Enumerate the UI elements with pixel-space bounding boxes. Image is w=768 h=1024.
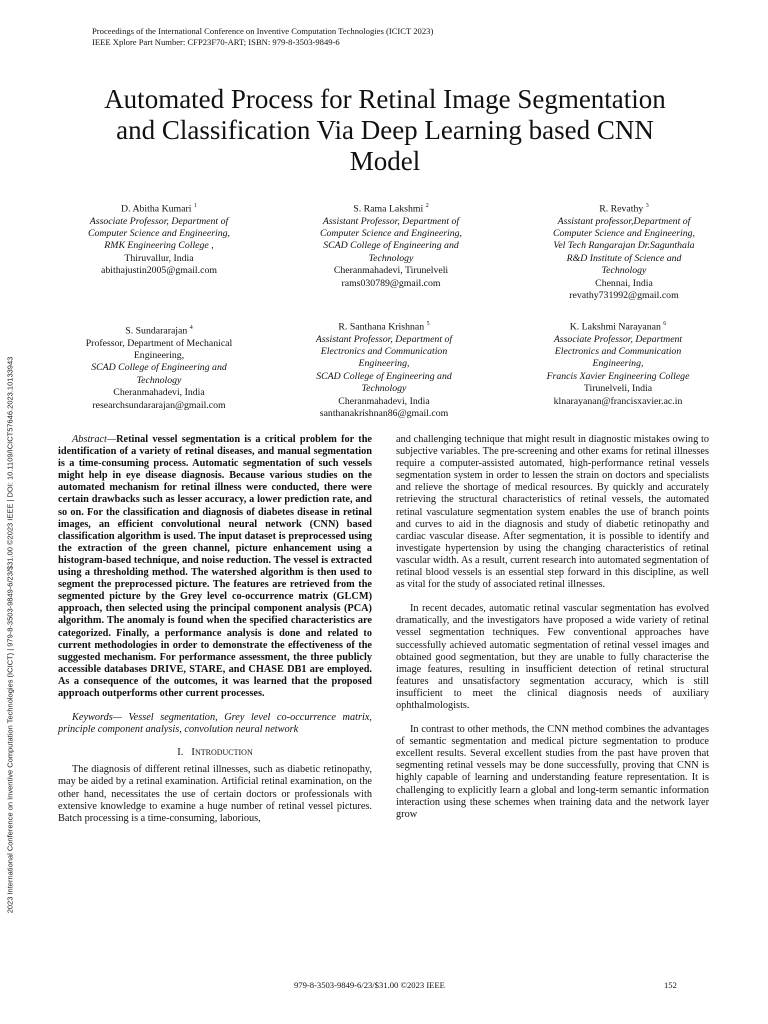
- title-line-1: Automated Process for Retinal Image Segmentation: [104, 84, 666, 114]
- author-affiliation-line: SCAD College of Engineering and: [91, 362, 227, 374]
- author-affiliation-line: Vel Tech Rangarajan Dr.Sagunthala: [553, 240, 695, 252]
- author-location: Cheranmahadevi, India: [113, 387, 205, 399]
- author-affiliation-line: Electronics and Communication: [554, 346, 682, 358]
- author-affiliation-line: Technology: [368, 252, 414, 264]
- footer-page-number: 152: [664, 980, 677, 990]
- author-block-5: [264, 318, 504, 421]
- abstract-body: Retinal vessel segmentation is a critical problem for the identification of a variety of retinal diseases, and manual segmentation is a time-consuming process. Automatic segmentation of such vessels might help in eye disease diagnosis. Because various studies on the automated mechanism for retinal illness were conducted, there were certain drawbacks such as lesser accuracy, a lower prediction rate, and so on. For the classification and diagnosis of diabetes disease in retinal images, an efficient convolutional neural network (CNN) based classification algorithm is used. The input dataset is preprocessed using the extraction of the green channel, picture enhancement using a histogram-based technique, and noise reduction. The vessel is extracted using a thresholding method. The watershed algorithm is then used to segment the preprocessed picture. The features are retrieved from the segmented picture by the Grey level co-occurrence matrix (GLCM) approach, then selected using the principal component analysis (PCA) algorithm. The anomaly is found when the specified characteristics are categorized. Finally, a performance analysis is done and related to current methodologies in order to demonstrate the effectiveness of the suggested mechanism. For performance assessment, the three publicly accessible databases DRIVE, STARE, and CHASE DB1 are employed. As a consequence of the outcomes, it was learned that the proposed approach outperforms other current processes.: [58, 434, 372, 699]
- author-affiliation-line: RMK Engineering College ,: [104, 240, 214, 252]
- author-affiliation-line: Technology: [136, 374, 182, 386]
- title-line-3: Model: [349, 146, 421, 176]
- author-affiliation-line: Francis Xavier Engineering College: [546, 370, 690, 382]
- author-email: researchsundararajan@gmail.com: [92, 399, 226, 411]
- abstract-lead: Abstract—: [72, 434, 117, 445]
- author-affiliation-line: Technology: [361, 383, 407, 395]
- header-line-isbn: IEEE Xplore Part Number: CFP23F70-ART; ISBN: 979-8-3503-9849-6: [92, 37, 340, 47]
- left-column: [58, 434, 372, 825]
- author-affiliation-line: Assistant Professor, Department of: [322, 215, 460, 227]
- author-affiliation-line: Assistant professor,Department of: [557, 215, 691, 227]
- author-block-3: [504, 200, 744, 303]
- author-block-6: [498, 318, 738, 408]
- sidebar-citation-text: 2023 International Conference on Inventive Computation Technologies (ICICT) | 979-8-3503-9849-6/23/$31.00 ©2023 IEEE | DOI: 10.1109/ICICT57646.2023.10133943: [5, 356, 15, 914]
- author-affiliation-line: R&D Institute of Science and: [566, 252, 682, 264]
- author-location: Cheranmahadevi, India: [338, 395, 430, 407]
- intro-paragraph-2: and challenging technique that might result in diagnostic mistakes owing to subjective variables. The pre-screening and other exams for retinal illnesses require a computer-assisted automated, high-performance retinal vessels segmentation system in order to lessen the strain on doctors and specialists and relieve the shortage of medical resources. By quickly and accurately retrieving the structural characteristics of retinal vessels, the automated retinal vasculature segmentation system enables the use of branch points and curves to aid in the diagnosis and study of diabetic retinopathy and cardiac vascular disease. After segmentation, it is possible to identify and investigate hypertension by using the changing characteristics of retinal vascular width. As a result, current research into automated segmentation of retinal blood vessels is an essential step forward in this discipline, as well as vital for the study of associated retinal illnesses.: [396, 434, 709, 591]
- author-name: S. Sundararajan $^4$: [125, 325, 193, 337]
- abstract: [58, 434, 372, 700]
- author-email: rams030789@gmail.com: [341, 277, 441, 289]
- author-email: santhanakrishnan86@gmail.com: [319, 408, 449, 420]
- author-location: Cheranmahadevi, Tirunelveli: [333, 265, 449, 277]
- author-affiliation-line: Technology: [601, 265, 647, 277]
- running-header: [92, 26, 433, 48]
- author-affiliation-line: SCAD College of Engineering and: [316, 370, 452, 382]
- author-affiliation-line: Associate Professor, Department: [553, 333, 683, 345]
- author-name: R. Revathy $^3$: [599, 203, 649, 215]
- author-email: klnarayanan@francisxavier.ac.in: [553, 395, 683, 407]
- author-name: D. Abitha Kumari $^1$: [121, 203, 197, 215]
- author-name: R. Santhana Krishnan $^5$: [338, 321, 430, 333]
- author-affiliation-line: Engineering,: [133, 350, 185, 362]
- author-block-4: [40, 322, 278, 412]
- author-affiliation-line: Electronics and Communication: [320, 346, 448, 358]
- right-column: [396, 434, 709, 821]
- intro-paragraph-3: In recent decades, automatic retinal vascular segmentation has evolved dramatically, and the investigators have proposed a wide variety of retinal vessel segmentation techniques. Few conventional approaches have successfully achieved automatic segmentation of retinal vessel images and obtained good segmentation, but they are unable to fully characterise the image features, resulting in insufficient detection of retinal structural features and unsatisfactory segmentation accuracy, which is still insufficient to meet the clinical diagnosis needs of auxiliary ophthalmologists.: [396, 603, 709, 711]
- author-affiliation-line: SCAD College of Engineering and: [323, 240, 459, 252]
- author-location: Thiruvallur, India: [124, 252, 194, 264]
- author-affiliation-line: Computer Science and Engineering,: [552, 228, 696, 240]
- author-affiliation-line: Engineering,: [592, 358, 644, 370]
- paper-title: [40, 84, 730, 177]
- author-affiliation-line: Computer Science and Engineering,: [319, 228, 463, 240]
- author-affiliation-line: Engineering,: [358, 358, 410, 370]
- author-block-1: [40, 200, 278, 278]
- footer-copyright: 979-8-3503-9849-6/23/$31.00 ©2023 IEEE: [294, 980, 445, 990]
- title-line-2: and Classification Via Deep Learning based CNN: [116, 115, 654, 145]
- author-email: abithajustin2005@gmail.com: [101, 265, 217, 277]
- author-name: K. Lakshmi Narayanan $^6$: [569, 321, 667, 333]
- keywords: Keywords— Vessel segmentation, Grey level co-occurrence matrix, principle component analysis, convolution neural network: [58, 712, 372, 736]
- author-affiliation-line: Professor, Department of Mechanical: [85, 337, 233, 349]
- author-affiliation-line: Assistant Professor, Department of: [315, 333, 453, 345]
- author-name: S. Rama Lakshmi $^2$: [353, 203, 429, 215]
- author-location: Chennai, India: [595, 277, 653, 289]
- author-location: Tirunelveli, India: [583, 383, 653, 395]
- author-email: revathy731992@gmail.com: [569, 290, 679, 302]
- intro-paragraph-1: The diagnosis of different retinal illnesses, such as diabetic retinopathy, may be aided by a retinal examination. Artificial retinal examination, on the other hand, necessitates the use of certain doctors or professionals with extensive knowledge to examine a huge number of retinal vessel pictures. Batch processing is a time-consuming, laborious,: [58, 764, 372, 824]
- header-line-proceedings: Proceedings of the International Conference on Inventive Computation Technologies (ICICT 2023): [92, 26, 434, 36]
- author-affiliation-line: Computer Science and Engineering,: [87, 228, 231, 240]
- ieee-sidebar: [2, 290, 18, 980]
- section-heading-introduction: I. Introduction: [177, 746, 253, 759]
- author-block-2: [271, 200, 511, 290]
- intro-paragraph-4: In contrast to other methods, the CNN method combines the advantages of semantic segmentation and medical picture segmentation to produce excellent results. Several excellent studies from the past have proven that segmenting retinal vessels may be done successfully, proving that CNN is highly capable of learning and understanding feature representation. It is challenging to explicitly learn a global and long-term semantic information interaction using these schemes when training data and the network layer grow: [396, 724, 709, 820]
- author-affiliation-line: Associate Professor, Department of: [89, 215, 229, 227]
